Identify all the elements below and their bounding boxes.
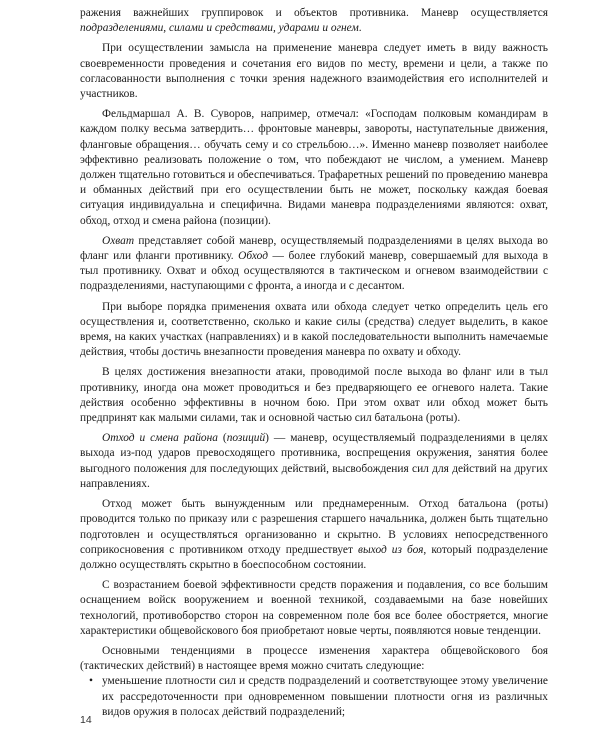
text-column <box>80 6 548 720</box>
paragraph <box>80 365 548 426</box>
bullet-list <box>80 674 548 720</box>
italic-term: подразделениями, силами и средствами, ударами и огнем <box>80 22 359 35</box>
text-run: представляет собой маневр, осуществляемый подразделениями в целях выхода во фланг или фланги противнику. <box>80 234 548 263</box>
text-run: С возрастанием боевой эффективности средств поражения и подавления, со все большим оснащением войск вооружением и военной техникой, создаваемыми на базе новейших технологий, противоборство сторон на современном поле боя все более обостряется, многие характеристики общевойскового боя приобретают новые черты, появляются новые тенденции. <box>80 579 548 637</box>
italic-term: Отход и смена района <box>102 432 218 445</box>
text-run: — более глубокий маневр, совершаемый для выхода в тыл противнику. Охват и обход осуществляются в тактическом и огневом взаимодействии с подразделениями, наступающими с фронта, а иногда и с десантом. <box>80 250 548 293</box>
text-run: В целях достижения внезапности атаки, проводимой после выхода во фланг или в тыл противнику, иногда она может проводиться и без предваряющего ее огневого налета. Такие действия особенно эффективны в ночном бою. При этом охват или обход может быть предпринят как малыми силами, так и основной частью сил батальона (роты). <box>80 366 548 425</box>
list-item <box>80 674 548 720</box>
text-run: Отход может быть вынужденным или преднамеренным. Отход батальона (роты) проводится только по приказу или с разрешения старшего начальника, должен быть тщательно подготовлен и осуществляться организованно и скрытно. В условиях непосредственного соприкосновения с противником отходу предшествует <box>80 498 548 556</box>
italic-term: выход из боя <box>358 543 424 556</box>
paragraph <box>80 6 548 36</box>
paragraph <box>80 431 548 492</box>
paragraph <box>80 41 548 102</box>
text-run: При осуществлении замысла на применение маневра следует иметь в виду важность своевременности проведения и сочетания его видов по месту, времени и цели, а также по согласованности выполнения с точки зрения надежного взаимодействия его исполнителей и участников. <box>80 42 548 101</box>
italic-term: Охват <box>102 234 135 247</box>
text-run: Фельдмаршал А. В. Суворов, например, отмечал: «Господам полковым командирам в каждом полку весьма затвердить… фронтовые маневры, завороты, наступательные движения, фланговые обращения… обучать сему и со стрельбою…». Именно маневр позволяет наиболее эффективно реализовать положение о том, что побеждают не числом, а умением. Маневр должен тщательно готовиться и обеспечиваться. Трафаретных решений по проведению маневра и обманных действий при его осуществлении быть не может, поскольку каждая боевая ситуация индивидуальна и специфична. Видами маневра подразделениями являются: охват, обход, отход и смена района (позиции). <box>80 108 548 227</box>
paragraph <box>80 300 548 361</box>
text-run: При выборе порядка применения охвата или обхода следует четко определить цель его осуществления и, соответственно, сколько и какие силы (средства) следует выделить, в какое время, на каких участках (направлениях) и в какой последовательности выполнить намечаемые действия, чтобы достичь внезапности проведения маневра по охвату и обходу. <box>80 300 548 359</box>
italic-term: позиций <box>226 432 266 445</box>
text-run: ( <box>217 432 227 445</box>
text-run: ражения важнейших группировок и объектов противника. Маневр осуществляется <box>80 7 548 19</box>
bullet-icon: • <box>89 675 93 688</box>
list-item-text: уменьшение плотности сил и средств подразделений и соответствующее этому увеличение их рассредоточенности при одновременном повышении плотности огня из различных видов оружия в полосах действий подразделений; <box>102 675 548 718</box>
text-run: ) — маневр, осуществляемый подразделениями в целях выхода из-под ударов превосходящего противника, воспрещения окружения, занятия более выгодного положения для последующих действий, высвобождения сил для действий на других направлениях. <box>80 432 548 490</box>
italic-term: Обход <box>238 250 268 263</box>
paragraph <box>80 234 548 295</box>
paragraph <box>80 497 548 573</box>
page-number: 14 <box>80 714 92 726</box>
paragraph <box>80 578 548 639</box>
text-run: Основными тенденциями в процессе изменения характера общевойскового боя (тактических действий) в настоящее время можно считать следующие: <box>80 644 548 673</box>
paragraph <box>80 107 548 229</box>
text-run: , который подразделение должно осуществлять скрытно в боеспособном состоянии. <box>80 543 548 571</box>
paragraph <box>80 644 548 674</box>
text-run: . <box>358 22 362 35</box>
